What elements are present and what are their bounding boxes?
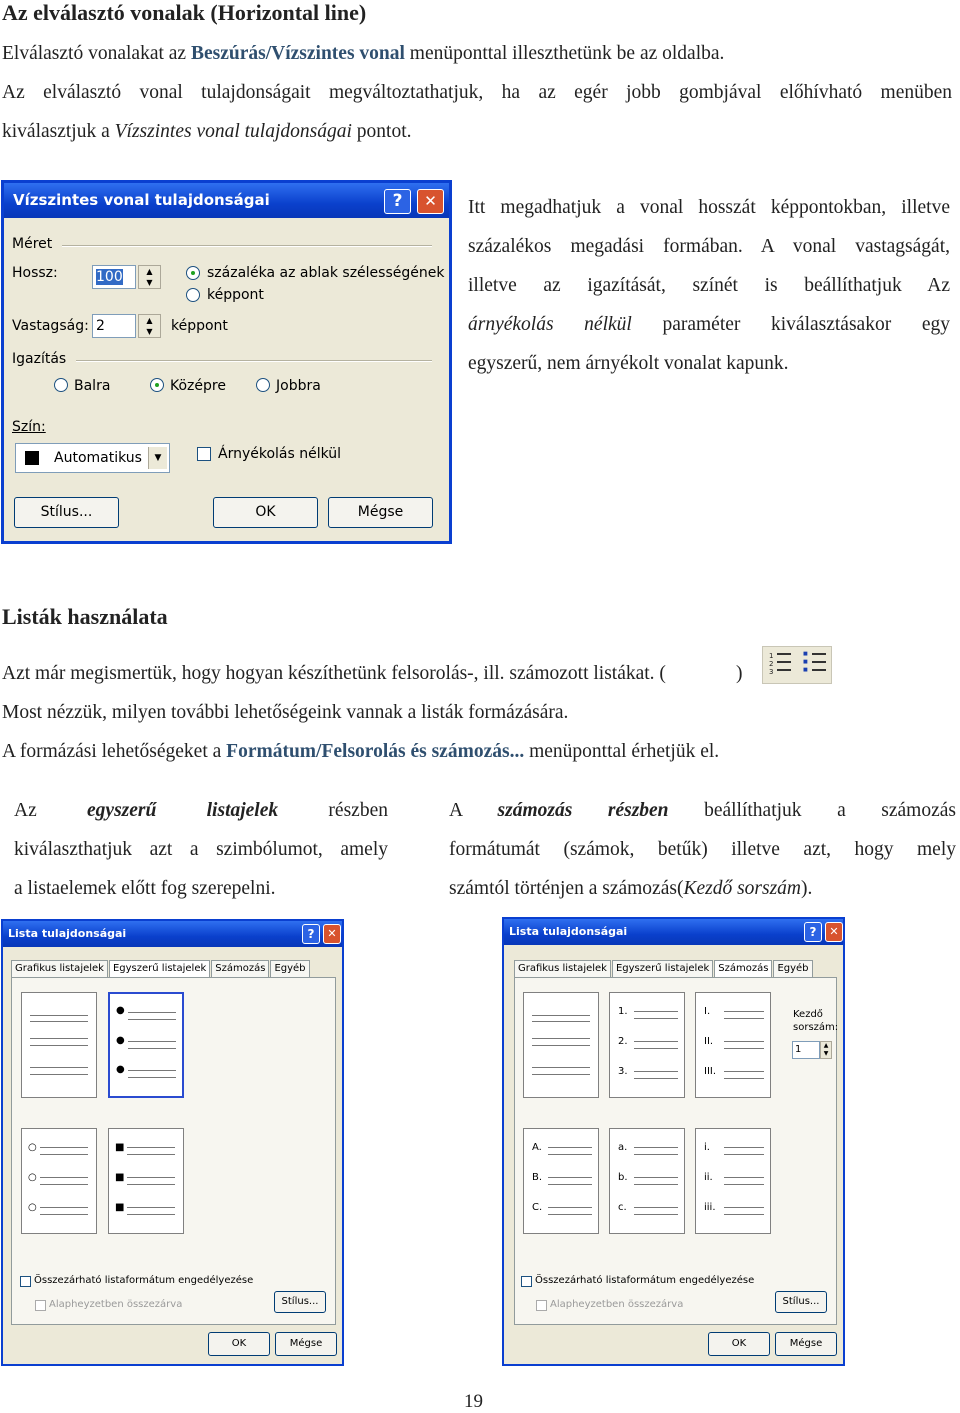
ok-button[interactable]: OK (213, 497, 318, 528)
tab-numbering[interactable]: Számozás (714, 960, 772, 977)
tab-other[interactable]: Egyéb (773, 960, 812, 977)
cancel-button[interactable]: Mégse (275, 1332, 337, 1356)
number-style-alpha-upper[interactable]: A. B. C. (523, 1128, 599, 1234)
intro-paragraph: Elválasztó vonalakat az Beszúrás/Vízszintes vonal menüponttal illeszthetünk be az oldalba. Az elválasztó vonal tulajdonságait megváltoztathatjuk, ha az egér jobb gombjával előhívható menüben kiválasztjuk a Vízszintes vonal tulajdonságai pontot. (2, 43, 952, 142)
number-style-roman-upper[interactable]: I. II. III. (695, 992, 771, 1098)
collapsible-label: Összezárható listaformátum engedélyezése (535, 1275, 755, 1286)
align-center-label: Középre (170, 378, 226, 394)
section-heading-lists: Listák használata (2, 604, 168, 629)
collapsed-label: Alapheyzetben összezárva (550, 1299, 684, 1310)
thickness-label: Vastagság: (12, 318, 89, 334)
section-heading-horizontal-line: Az elválasztó vonalak (Horizontal line) (2, 0, 367, 25)
thickness-unit-label: képpont (171, 318, 228, 334)
bullets-icon: ■ ■ ■ (803, 649, 808, 674)
right-column-text: A számozás részben beállíthatjuk a számozás formátumát (számok, betűk) illetve azt, hogy mely számtól történjen a számozás(Kezdő sorszám). (449, 800, 956, 899)
tab-strip (514, 960, 814, 977)
start-number-label: Kezdő sorszám: (793, 1009, 839, 1033)
ok-button[interactable]: OK (208, 1332, 270, 1356)
left-column-text: Az egyszerű listajelek részben kiválaszthatjuk azt a szimbólumot, amely a listaelemek előtt fog szerepelni. (14, 800, 388, 899)
page-number: 19 (464, 1391, 483, 1412)
style-button[interactable]: Stílus... (274, 1291, 326, 1313)
tab-graphic-bullets[interactable]: Grafikus listajelek (11, 960, 108, 977)
color-label: Szín: (12, 419, 46, 435)
start-number-input[interactable]: 1 (792, 1041, 820, 1059)
bullet-style-square[interactable]: ■ ■ ■ (108, 1128, 184, 1234)
help-icon[interactable]: ? (302, 924, 320, 944)
tab-simple-bullets[interactable]: Egyszerű listajelek (109, 960, 210, 977)
pixel-radio-label: képpont (207, 287, 264, 303)
dialog-title-bar (4, 183, 449, 218)
align-left-label: Balra (74, 378, 111, 394)
pixel-radio[interactable] (186, 288, 200, 302)
group-divider (76, 360, 432, 362)
ok-button[interactable]: OK (708, 1332, 770, 1356)
lists-paragraph: Azt már megismertük, hogy hogyan készíthetünk felsorolás-, ill. számozott listákat. ( ) 1 2 3 ■ ■ ■ Most nézzük, milyen további lehetőségeink vannak a listák formázására. A formázási lehetőségeket a Formátum/Felsorolás és számozás... menüponttal érhetjük el. (2, 654, 952, 771)
thickness-input[interactable]: 2 (92, 314, 136, 338)
cancel-button[interactable]: Mégse (328, 497, 433, 528)
no-shadow-label: Árnyékolás nélkül (218, 446, 342, 462)
tab-panel (11, 977, 336, 1325)
list-properties-dialog-bullets (1, 919, 344, 1366)
alignment-group-label: Igazítás (12, 351, 67, 367)
align-right-label: Jobbra (276, 378, 321, 394)
tab-other[interactable]: Egyéb (270, 960, 309, 977)
number-style-none[interactable] (523, 992, 599, 1098)
collapsed-checkbox[interactable] (35, 1300, 46, 1311)
percent-radio-label: százaléka az ablak szélességének (207, 265, 445, 281)
collapsed-label: Alapheyzetben összezárva (49, 1299, 183, 1310)
side-description: Itt megadhatjuk a vonal hosszát képpontokban, illetve százalékos megadási formában. A vonal vastagságát, illetve az igazítását, színét is beállíthatjuk Az árnyékolás nélkül paraméter kiválasztásakor egy egyszerű, nem árnyékolt vonalat kapunk. (468, 197, 950, 374)
collapsible-checkbox[interactable] (521, 1276, 532, 1287)
collapsed-checkbox[interactable] (536, 1300, 547, 1311)
thickness-spinner[interactable]: ▲ ▼ (138, 314, 161, 338)
menu-path-format-bullets: Formátum/Felsorolás és számozás... (226, 741, 525, 762)
percent-radio[interactable] (186, 266, 200, 280)
bullet-style-circle[interactable]: ○ ○ ○ (21, 1128, 97, 1234)
size-group-label: Méret (12, 236, 53, 252)
collapsible-checkbox[interactable] (20, 1276, 31, 1287)
color-dropdown[interactable]: Automatikus ▼ (15, 443, 170, 473)
length-label: Hossz: (12, 265, 58, 281)
list-properties-dialog-numbering (502, 917, 845, 1366)
dialog-title: Vízszintes vonal tulajdonságai (13, 191, 270, 209)
dialog-title-bar (3, 921, 342, 947)
color-swatch (25, 451, 39, 465)
chevron-down-icon[interactable]: ▼ (148, 447, 167, 469)
dialog-title: Lista tulajdonságai (509, 925, 628, 938)
number-style-roman-lower[interactable]: i. ii. iii. (695, 1128, 771, 1234)
align-center-radio[interactable] (150, 378, 164, 392)
menu-path-insert-line: Beszúrás/Vízszintes vonal (190, 43, 405, 64)
style-button[interactable]: Stílus... (775, 1291, 827, 1313)
bullet-style-none[interactable] (21, 992, 97, 1098)
tab-simple-bullets[interactable]: Egyszerű listajelek (612, 960, 713, 977)
close-icon[interactable]: ✕ (323, 924, 341, 944)
group-divider (62, 245, 432, 247)
style-button[interactable]: Stílus... (14, 497, 119, 528)
align-right-radio[interactable] (256, 378, 270, 392)
tab-numbering[interactable]: Számozás (211, 960, 269, 977)
no-shadow-checkbox[interactable] (197, 447, 211, 461)
dialog-title-bar (504, 919, 843, 945)
number-style-alpha-lower[interactable]: a. b. c. (609, 1128, 685, 1234)
close-icon[interactable]: ✕ (417, 189, 444, 214)
tab-panel (514, 977, 837, 1325)
cancel-button[interactable]: Mégse (775, 1332, 837, 1356)
close-icon[interactable]: ✕ (825, 922, 843, 942)
number-style-arabic[interactable]: 1. 2. 3. (609, 992, 685, 1098)
align-left-radio[interactable] (54, 378, 68, 392)
length-spinner[interactable]: ▲ ▼ (138, 265, 161, 289)
list-toolbar-icons (762, 646, 832, 684)
tab-graphic-bullets[interactable]: Grafikus listajelek (514, 960, 611, 977)
start-number-spinner[interactable]: ▲ ▼ (820, 1041, 832, 1059)
length-input[interactable]: 100 (92, 265, 136, 289)
dialog-title: Lista tulajdonságai (8, 927, 127, 940)
help-icon[interactable]: ? (384, 189, 411, 214)
horizontal-line-properties-dialog (1, 180, 452, 544)
tab-strip (11, 960, 311, 977)
numbering-icon: 1 2 3 (769, 652, 774, 676)
collapsible-label: Összezárható listaformátum engedélyezése (34, 1275, 254, 1286)
bullet-style-disc[interactable]: ● ● ● (108, 992, 184, 1098)
help-icon[interactable]: ? (804, 922, 822, 942)
